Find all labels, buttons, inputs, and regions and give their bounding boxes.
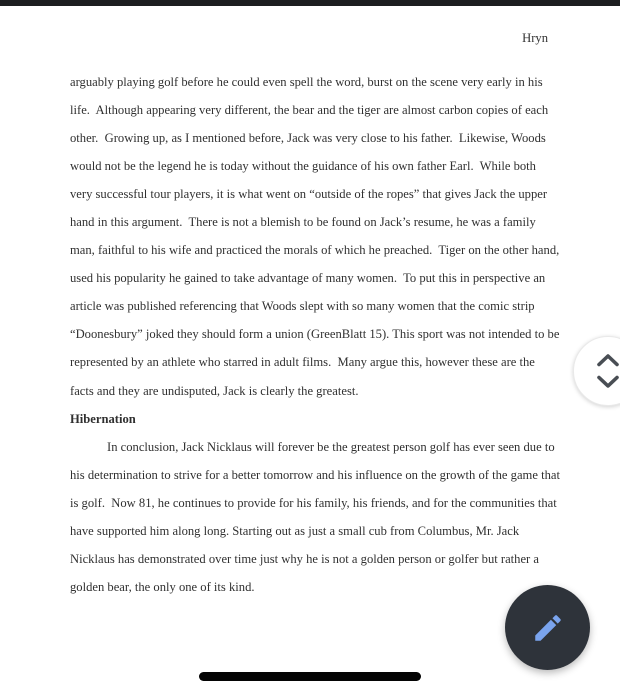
paragraph-2 bbox=[70, 433, 570, 601]
text-line: other. Growing up, as I mentioned before, Jack was very close to his father. Likewise, Woods bbox=[70, 131, 546, 146]
edit-pencil-icon bbox=[531, 611, 565, 645]
text-line: facts and they are undisputed, Jack is clearly the greatest. bbox=[70, 383, 359, 398]
text-line: is golf. Now 81, he continues to provide for his family, his friends, and for the communities that bbox=[70, 495, 557, 510]
text-line: “Doonesbury” joked they should form a union (GreenBlatt 15). This sport was not intended to be bbox=[70, 327, 560, 342]
text-line: man, faithful to his wife and practiced the morals of which he preached. Tiger on the other hand, bbox=[70, 243, 560, 258]
scroll-down-button[interactable] bbox=[596, 375, 620, 389]
scroll-up-button[interactable] bbox=[596, 353, 620, 367]
paragraph-1 bbox=[70, 68, 570, 405]
document-body bbox=[70, 68, 570, 601]
chevron-down-icon bbox=[596, 375, 620, 389]
text-line: very successful tour players, it is what went on “outside of the ropes” that gives Jack the upper bbox=[70, 187, 548, 202]
text-line: article was published referencing that Woods slept with so many women that the comic strip bbox=[70, 299, 535, 314]
section-heading: Hibernation bbox=[70, 411, 136, 426]
text-line: arguably playing golf before he could even spell the word, burst on the scene very early in his bbox=[70, 75, 543, 89]
text-line: In conclusion, Jack Nicklaus will forever be the greatest person golf has ever seen due to bbox=[107, 439, 555, 454]
text-line: have supported him along long. Starting out as just a small cub from Columbus, Mr. Jack bbox=[70, 523, 520, 538]
text-line: Nicklaus has demonstrated over time just why he is not a golden person or golfer but rather a bbox=[70, 551, 539, 566]
edit-fab-button[interactable] bbox=[505, 585, 590, 670]
home-gesture-bar[interactable] bbox=[199, 672, 421, 681]
text-line: used his popularity he gained to take advantage of many women. To put this in perspective an bbox=[70, 271, 546, 286]
text-line: life. Although appearing very different, the bear and the tiger are almost carbon copies of each bbox=[70, 103, 549, 118]
text-line: represented by an athlete who starred in adult films. Many argue this, however these are the bbox=[70, 355, 535, 370]
text-line: hand in this argument. There is not a blemish to be found on Jack’s resume, he was a family bbox=[70, 215, 536, 230]
document-header-lastname: Hryn bbox=[522, 31, 548, 45]
text-line: golden bear, the only one of its kind. bbox=[70, 579, 255, 594]
chevron-up-icon bbox=[596, 353, 620, 367]
text-line: his determination to strive for a better tomorrow and his influence on the growth of the game that bbox=[70, 467, 560, 482]
text-line: would not be the legend he is today without the guidance of his own father Earl. While both bbox=[70, 159, 536, 174]
